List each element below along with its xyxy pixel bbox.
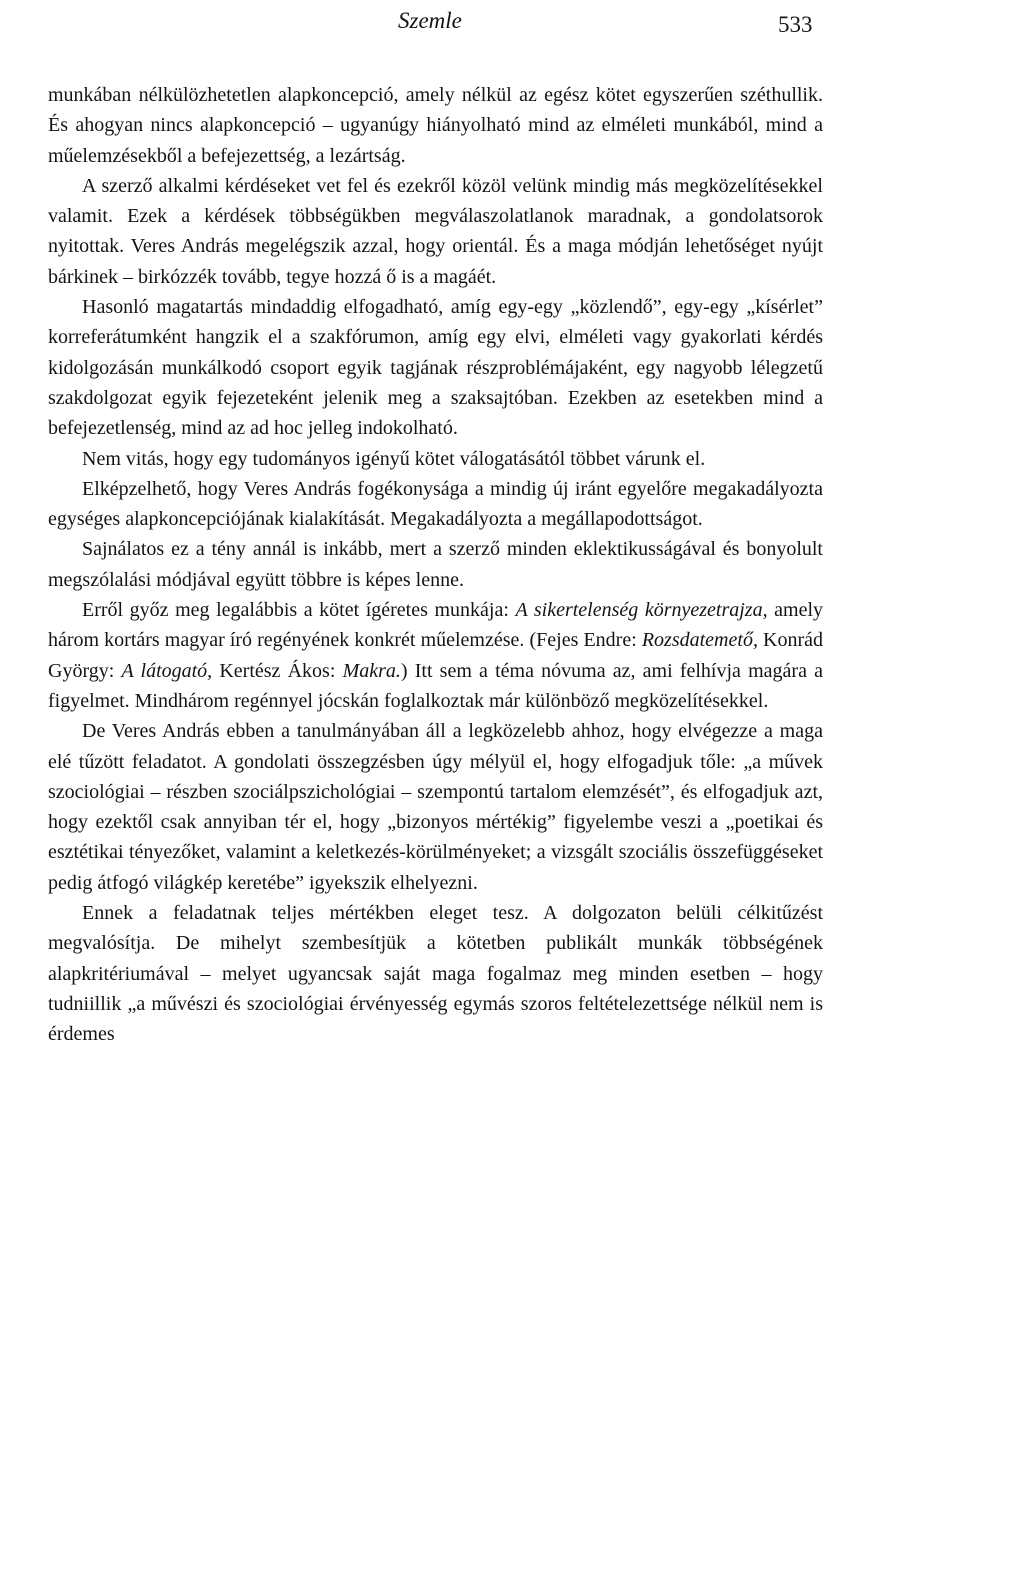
text-run: A szerző alkalmi kérdéseket vet fel és ezekről közöl velünk mindig más megközelítésekkel valamit. Ezek a kérdések többségükben megválaszolatlanok maradnak, a gondolatsorok nyitottak. Veres András megelégszik azzal, hogy orientál. És a maga módján lehetőséget nyújt bárkinek – birkózzék tovább, tegye hozzá ő is a magáét.	[48, 174, 823, 288]
body-paragraph	[48, 534, 823, 595]
running-head: Szemle	[398, 8, 462, 33]
text-run: De Veres András ebben a tanulmányában áll a legközelebb ahhoz, hogy elvégezze a maga elé tűzött feladatot. A gondolati összegzésben úgy mélyül el, hogy elfogadjuk tőle: „a művek szociológiai – részben szociálpszichológiai – szempontú tartalom elemzését”, és elfogadjuk azt, hogy ezektől csak annyiban tér el, hogy „bizonyos mértékig” figyelembe veszi a „poetikai és esztétikai tényezőket, valamint a keletkezés-körülményeket; a vizsgált szociális összefüggéseket pedig átfogó világkép keretébe” igyekszik elhelyezni.	[48, 720, 823, 894]
page-number: 533	[778, 12, 813, 37]
text-run: Ennek a feladatnak teljes mértékben eleget tesz. A dolgozaton belüli célkitűzést megvalósítja. De mihelyt szembesítjük a kötetben publikált munkák többségének alapkritériumával – melyet ugyancsak saját maga fogalmaz meg minden esetben – hogy tudniillik „a művészi és szociológiai érvényesség egymás szoros feltételezettsége nélkül nem is érdemes	[48, 902, 823, 1046]
text-run: munkában nélkülözhetetlen alapkoncepció, amely nélkül az egész kötet egyszerűen széthullik. És ahogyan nincs alapkoncepció – ugyanúgy hiányolható mind az elméleti munkából, mind a műelemzésekből a befejezettség, a lezártság.	[48, 84, 823, 167]
body-paragraph	[48, 595, 823, 716]
body-paragraph	[48, 474, 823, 535]
italic-title: A sikertelenség környezetrajza,	[515, 599, 768, 622]
body-paragraph	[48, 716, 823, 898]
text-run: Kertész Ákos:	[212, 659, 343, 682]
body-paragraph	[48, 292, 823, 443]
article-body	[48, 80, 823, 1050]
italic-title: Rozsdatemető,	[641, 629, 758, 652]
text-run: Erről győz meg legalábbis a kötet ígéretes munkája:	[82, 599, 516, 622]
text-run: Elképzelhető, hogy Veres András fogékonysága a mindig új iránt egyelőre megakadályozta egységes alapkoncepciójának kialakítását. Megakadályozta a megállapodottságot.	[48, 477, 823, 531]
italic-title: A látogató,	[121, 659, 213, 682]
body-paragraph	[48, 898, 823, 1049]
text-run: Sajnálatos ez a tény annál is inkább, mert a szerző minden eklektikusságával és bonyolult megszólalási módjával együtt többre is képes lenne.	[48, 538, 823, 591]
text-run: Konrád György:	[48, 629, 823, 682]
italic-title: Makra.	[342, 659, 401, 682]
page-header	[0, 6, 1024, 42]
text-run: ) Itt sem a téma nóvuma az, ami felhívja magára a figyelmet. Mindhárom regénnyel jócskán foglalkoztak már különböző megközelítésekkel.	[48, 659, 823, 712]
body-paragraph	[48, 444, 823, 474]
body-paragraph	[48, 80, 823, 171]
text-run: Nem vitás, hogy egy tudományos igényű kötet válogatásától többet várunk el.	[82, 447, 706, 470]
text-run: Hasonló magatartás mindaddig elfogadható, amíg egy-egy „közlendő”, egy-egy „kísérlet” korreferátumként hangzik el a szakfórumon, amíg egy elvi, elméleti vagy gyakorlati kérdés kidolgozásán munkálkodó csoport egyik tagjának részproblémájaként, egy nagyobb lélegzetű szakdolgozat egyik fejezeteként jelenik meg a szaksajtóban. Ezekben az esetekben mind a befejezetlenség, mind az ad hoc jelleg indokolható.	[48, 296, 823, 440]
text-run: amely három kortárs magyar író regényének konkrét műelemzése. (Fejes Endre:	[48, 599, 824, 652]
body-paragraph	[48, 171, 823, 292]
